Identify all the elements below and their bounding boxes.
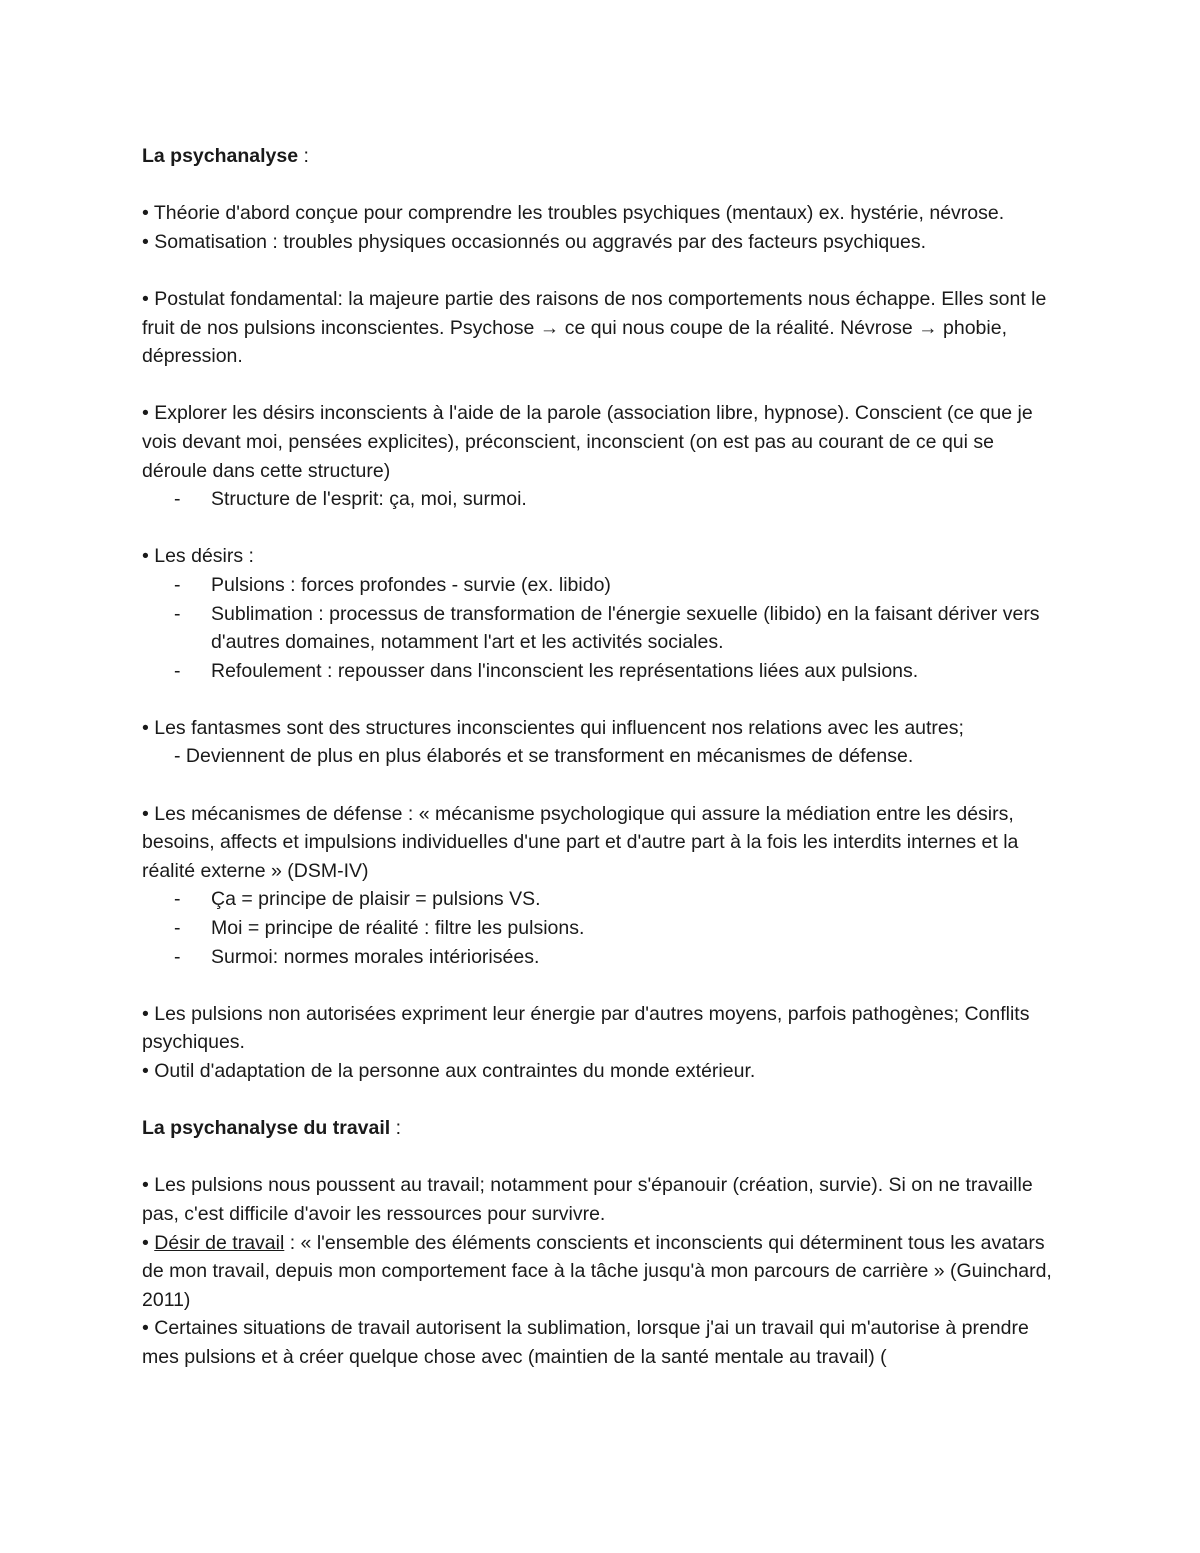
list-item (142, 485, 1062, 514)
fantasmes-subline: - Deviennent de plus en plus élaborés et se transforment en mécanismes de défense. (174, 745, 914, 768)
list-item-text: Ça = principe de plaisir = pulsions VS. (211, 888, 541, 911)
underlined-term: Désir de travail (154, 1231, 285, 1254)
paragraph-desirs: • Les désirs : (142, 545, 254, 568)
paragraph-desir-travail (142, 1229, 1062, 1315)
list-item (142, 885, 1062, 914)
list-item (142, 943, 1062, 972)
spacer (142, 171, 1062, 200)
list-item-text: Refoulement : repousser dans l'inconscient les représentations liées aux pulsions. (211, 659, 919, 682)
paragraph-somatisation: • Somatisation : troubles physiques occasionnés ou aggravés par des facteurs psychiques. (142, 230, 927, 253)
paragraph-fantasmes: • Les fantasmes sont des structures inconscientes qui influencent nos relations avec les autres; (142, 716, 964, 739)
paragraph-outil: • Outil d'adaptation de la personne aux contraintes du monde extérieur. (142, 1060, 756, 1082)
paragraph-explorer: • Explorer les désirs inconscients à l'aide de la parole (association libre, hypnose). Conscient (ce que je vois devant moi, pensées explicites), préconscient, inconscient (on est pas au courant de ce qui se déroule dans cette structure) (142, 402, 1033, 482)
section-heading (142, 142, 1062, 171)
dash-marker: - (174, 917, 181, 940)
document-page (142, 142, 1062, 1372)
spacer (142, 256, 1062, 285)
list-item-text: Surmoi: normes morales intériorisées. (211, 945, 540, 968)
spacer (142, 371, 1062, 400)
heading-suffix: : (390, 1117, 402, 1140)
spacer (142, 514, 1062, 543)
section-heading (142, 1114, 1062, 1143)
heading-text: La psychanalyse (142, 145, 299, 167)
paragraph-mecanismes: • Les mécanismes de défense : « mécanisme psychologique qui assure la médiation entre les désirs, besoins, affects et impulsions individuelles d'une part et d'autre part à la fois les interdits internes et la réalité externe » (DSM-IV) (142, 802, 1019, 882)
dash-marker: - (174, 659, 181, 682)
paragraph-theorie: • Théorie d'abord conçue pour comprendre les troubles psychiques (mentaux) ex. hystérie, névrose. (142, 202, 1005, 225)
bullet: • (142, 1231, 155, 1254)
spacer (142, 771, 1062, 800)
dash-marker: - (174, 888, 181, 911)
dash-marker: - (174, 945, 181, 968)
list-item (142, 657, 1062, 686)
list-item-text: Moi = principe de réalité : filtre les pulsions. (211, 917, 585, 940)
definition-text: : « l'ensemble des éléments conscients et inconscients qui déterminent tous les avatars de mon travail, depuis mon comportement face à la tâche jusqu'à mon parcours de carrière » (Guinchard, 2011) (142, 1231, 1052, 1311)
list-item (142, 600, 1062, 657)
list-item-text: Pulsions : forces profondes - survie (ex. libido) (211, 573, 611, 596)
list-item (142, 914, 1062, 943)
spacer (142, 1086, 1062, 1115)
paragraph-postulat: • Postulat fondamental: la majeure partie des raisons de nos comportements nous échappe. Elles sont le fruit de nos pulsions inconscientes. Psychose → ce qui nous coupe de la réalité. Névrose → phobie, dépression. (142, 287, 1047, 368)
dash-marker: - (174, 573, 181, 596)
dash-marker: - (174, 602, 181, 625)
paragraph-sublimation: • Certaines situations de travail autorisent la sublimation, lorsque j'ai un travail qui m'autorise à prendre mes pulsions et à créer quelque chose avec (maintien de la santé mentale au travail) ( (142, 1317, 1029, 1368)
spacer (142, 1143, 1062, 1172)
paragraph-pulsions-travail: • Les pulsions nous poussent au travail; notamment pour s'épanouir (création, survie). Si on ne travaille pas, c'est difficile d'avoir les ressources pour survivre. (142, 1174, 1033, 1225)
dash-marker: - (174, 488, 181, 511)
heading-suffix: : (298, 145, 309, 167)
list-item-text: Sublimation : processus de transformation de l'énergie sexuelle (libido) en la faisant dériver vers d'autres domaines, notamment l'art et les activités sociales. (211, 602, 1040, 654)
spacer (142, 971, 1062, 1000)
paragraph-pulsions: • Les pulsions non autorisées expriment leur énergie par d'autres moyens, parfois pathogènes; Conflits psychiques. (142, 1002, 1030, 1054)
spacer (142, 685, 1062, 714)
list-item (142, 571, 1062, 600)
heading-text: La psychanalyse du travail (142, 1117, 391, 1140)
list-item-text: Structure de l'esprit: ça, moi, surmoi. (211, 488, 527, 511)
